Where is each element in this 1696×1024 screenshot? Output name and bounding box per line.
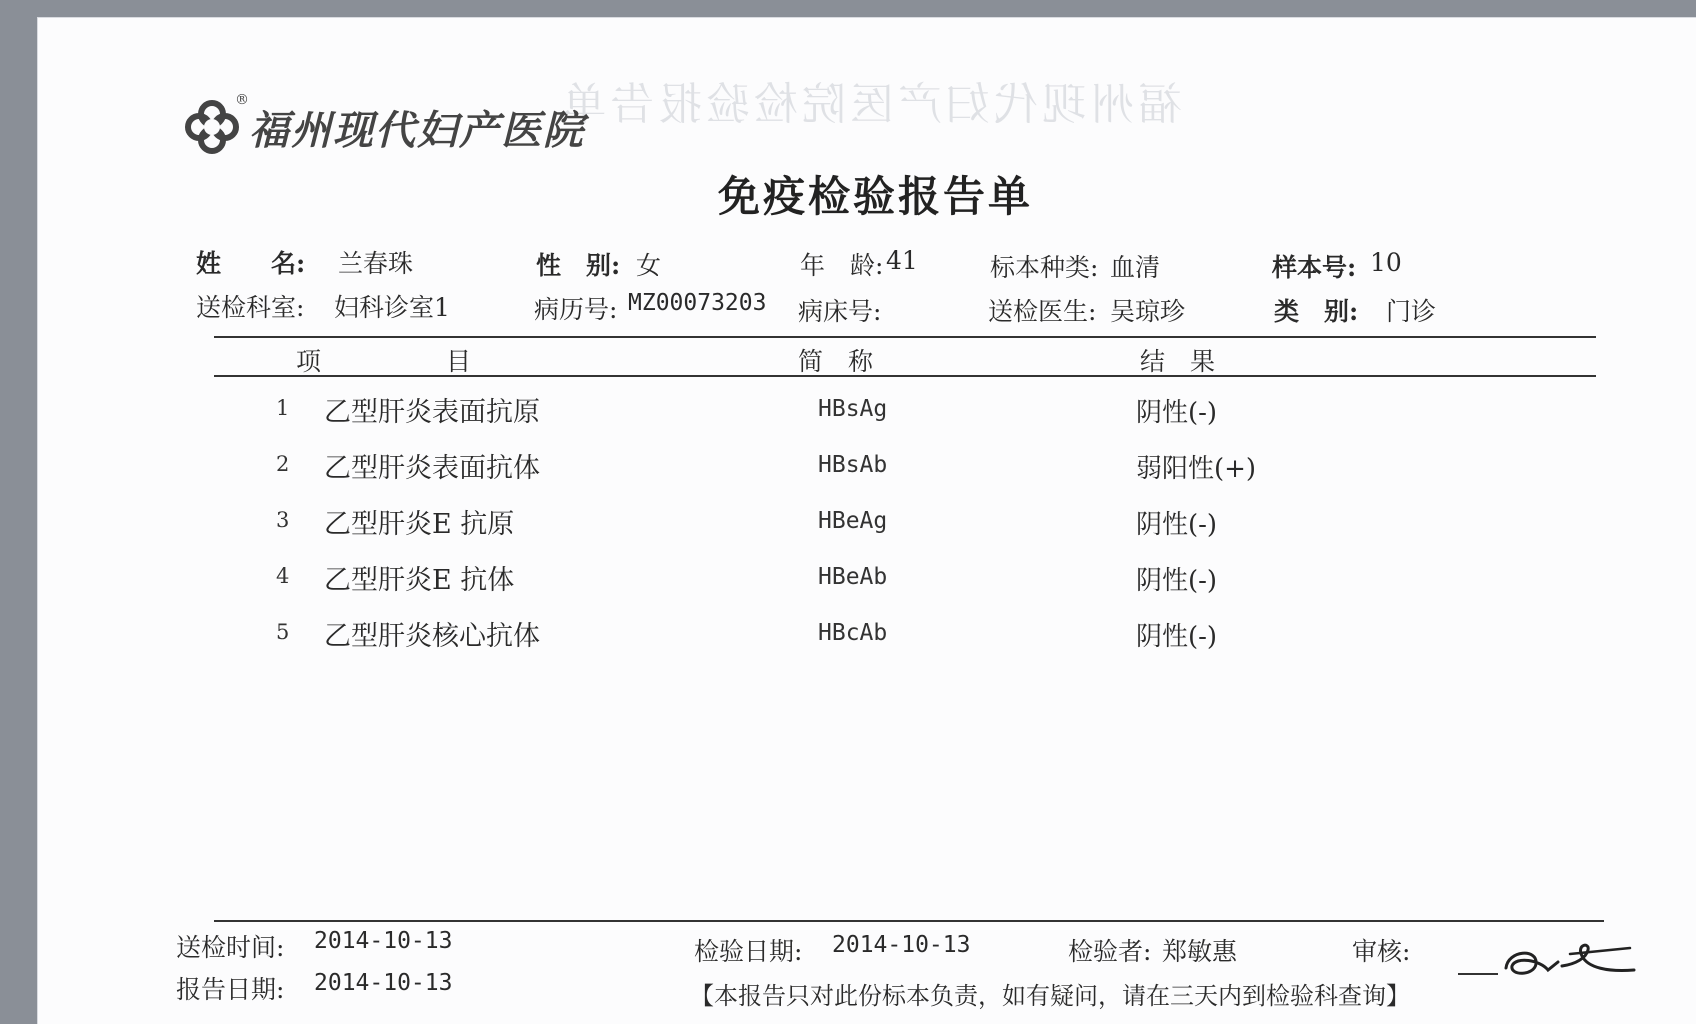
row-number: 2 [276, 452, 290, 476]
row-result: 阴性(-) [1136, 622, 1218, 652]
patient-age: 41 [886, 246, 918, 275]
header-item: 项 目 [296, 347, 472, 376]
department: 妇科诊室1 [334, 293, 450, 322]
sample-no-label: 样本号: [1272, 253, 1357, 282]
row-number: 3 [276, 508, 290, 532]
record-no-label: 病历号: [534, 295, 618, 324]
category-label: 类 别: [1274, 297, 1359, 326]
department-label: 送检科室: [196, 293, 305, 322]
patient-sex: 女 [636, 251, 662, 280]
reviewer-label: 审核: [1352, 937, 1411, 966]
doctor: 吴琼珍 [1110, 297, 1186, 326]
row-item: 乙型肝炎表面抗原 [324, 397, 540, 428]
name-label: 姓 名: [196, 249, 306, 278]
row-result: 弱阳性(+) [1136, 454, 1257, 484]
header-result: 结 果 [1140, 347, 1216, 376]
bleed-through-text: 福州现代妇产医院检验报告单 [558, 79, 1182, 130]
test-date: 2014-10-13 [832, 932, 971, 958]
tester-label: 检验者: [1068, 937, 1152, 966]
row-abbr: HBeAg [818, 508, 888, 534]
sex-label: 性 别: [536, 251, 621, 280]
footer-rule [214, 920, 1604, 922]
report-date: 2014-10-13 [314, 970, 453, 996]
row-abbr: HBeAb [818, 564, 888, 590]
tester: 郑敏惠 [1162, 937, 1238, 966]
row-result: 阴性(-) [1136, 510, 1218, 540]
sample-no: 10 [1370, 248, 1402, 277]
hospital-emblem-icon [183, 92, 249, 156]
bed-no-label: 病床号: [798, 297, 882, 326]
category: 门诊 [1386, 297, 1437, 326]
row-result: 阴性(-) [1136, 398, 1218, 428]
table-header-rule [214, 375, 1596, 377]
patient-name: 兰春珠 [338, 249, 414, 278]
row-item: 乙型肝炎核心抗体 [324, 621, 540, 652]
doctor-label: 送检医生: [988, 297, 1097, 326]
age-label: 年 龄: [800, 251, 884, 280]
registered-mark: ® [235, 92, 249, 108]
row-result: 阴性(-) [1136, 566, 1218, 596]
hospital-name: 福州现代妇产医院 [249, 106, 585, 154]
row-item: 乙型肝炎E 抗体 [324, 565, 515, 596]
report-title: 免疫检验报告单 [718, 172, 1034, 221]
submit-time-label: 送检时间: [176, 933, 285, 962]
specimen-type-label: 标本种类: [990, 253, 1099, 282]
report-date-label: 报告日期: [176, 975, 285, 1004]
notice: 【本报告只对此份标本负责，如有疑问，请在三天内到检验科查询】 [690, 982, 1410, 1010]
row-number: 4 [276, 564, 290, 588]
submit-time: 2014-10-13 [314, 928, 453, 954]
row-item: 乙型肝炎表面抗体 [324, 453, 540, 484]
specimen-type: 血清 [1110, 253, 1161, 282]
row-abbr: HBsAb [818, 452, 888, 478]
report-paper [38, 18, 1696, 1024]
test-date-label: 检验日期: [694, 937, 803, 966]
reviewer-signature [1458, 930, 1658, 994]
table-top-rule [214, 336, 1596, 338]
row-number: 1 [276, 396, 290, 420]
row-number: 5 [276, 620, 290, 644]
record-no: MZ00073203 [628, 290, 767, 316]
header-abbr: 简 称 [798, 347, 874, 376]
row-item: 乙型肝炎E 抗原 [324, 509, 515, 540]
row-abbr: HBsAg [818, 396, 888, 422]
hospital-logo [183, 92, 585, 156]
row-abbr: HBcAb [818, 620, 888, 646]
